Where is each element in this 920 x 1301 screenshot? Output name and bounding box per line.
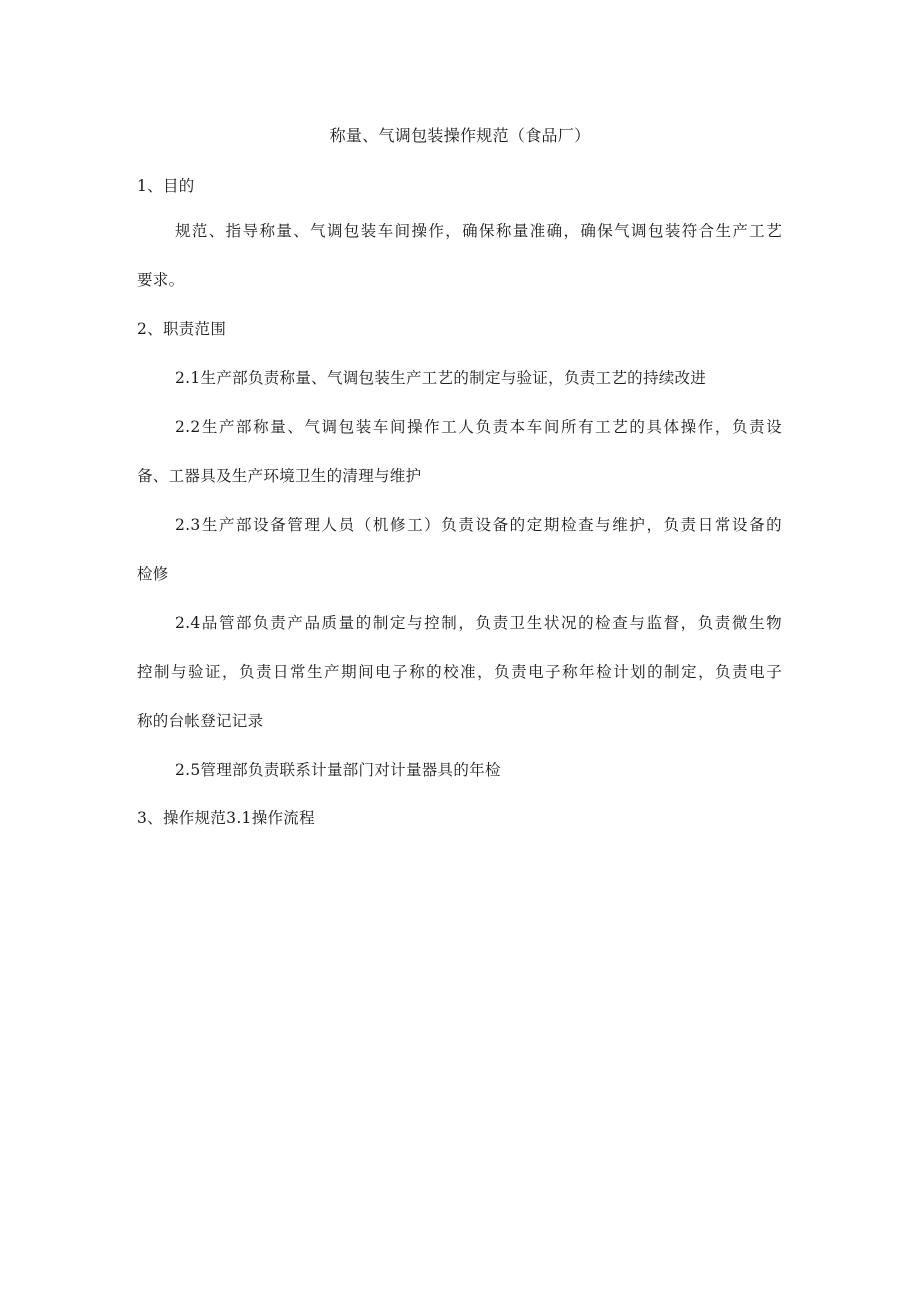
- section-heading-purpose: 1、目的: [137, 177, 195, 195]
- purpose-paragraph-line-2: 要求。: [137, 271, 185, 289]
- responsibility-item-2-2-line-1: 2.2生产部称量、气调包装车间操作工人负责本车间所有工艺的具体操作，负责设: [175, 418, 782, 436]
- responsibility-item-2-5: 2.5管理部负责联系计量部门对计量器具的年检: [175, 761, 501, 779]
- purpose-paragraph-line-1: 规范、指导称量、气调包装车间操作，确保称量准确，确保气调包装符合生产工艺: [175, 222, 782, 240]
- section-heading-operation: 3、操作规范3.1操作流程: [137, 809, 315, 827]
- responsibility-item-2-4-line-2: 控制与验证，负责日常生产期间电子称的校准，负责电子称年检计划的制定，负责电子: [137, 663, 782, 681]
- section-heading-responsibilities: 2、职责范围: [137, 320, 227, 338]
- responsibility-item-2-1: 2.1生产部负责称量、气调包装生产工艺的制定与验证，负责工艺的持续改进: [175, 369, 707, 387]
- responsibility-item-2-3-line-2: 检修: [137, 565, 169, 583]
- responsibility-item-2-2-line-2: 备、工器具及生产环境卫生的清理与维护: [137, 467, 422, 485]
- responsibility-item-2-4-line-1: 2.4品管部负责产品质量的制定与控制，负责卫生状况的检查与监督，负责微生物: [175, 614, 782, 632]
- document-title: 称量、气调包装操作规范（食品厂）: [329, 126, 591, 145]
- responsibility-item-2-3-line-1: 2.3生产部设备管理人员（机修工）负责设备的定期检查与维护，负责日常设备的: [175, 516, 782, 534]
- responsibility-item-2-4-line-3: 称的台帐登记记录: [137, 712, 264, 730]
